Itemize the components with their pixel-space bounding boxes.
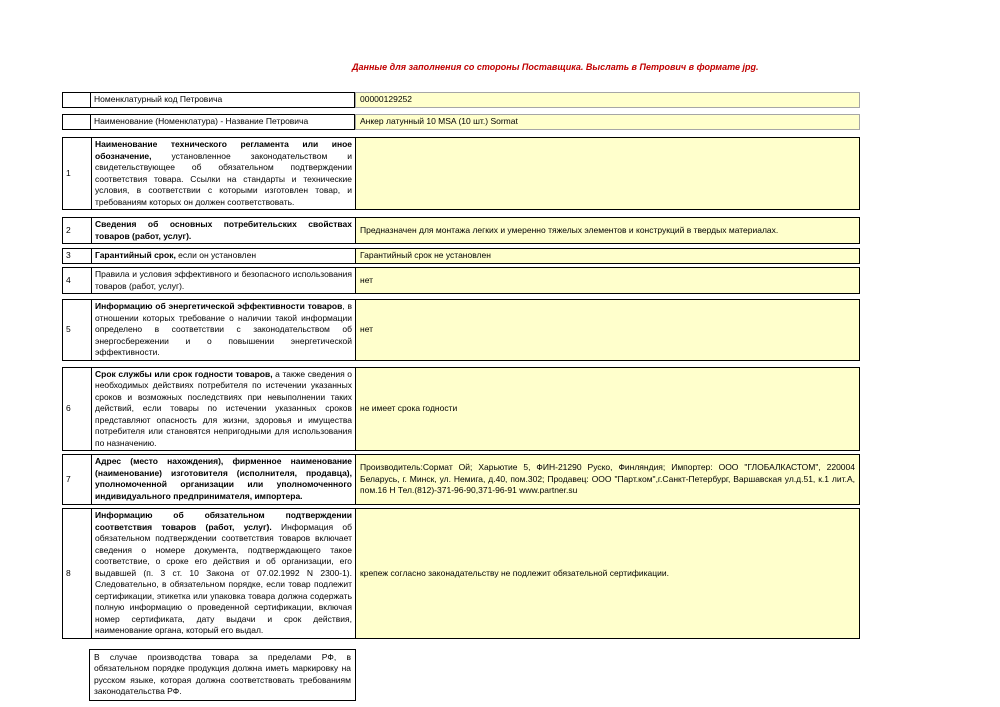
table-row-nomenclature-name: [62, 114, 860, 130]
row-value-field[interactable]: [356, 249, 859, 263]
supplier-instruction-note: Данные для заполнения со стороны Поставщика. Выслать в Петрович в формате jpg.: [352, 62, 759, 72]
row-label: [92, 249, 356, 263]
row-number: 1: [63, 138, 92, 209]
row-label-bold: Адрес (место нахождения), фирменное наименование (наименование) изготовителя (исполнителя, продавца), уполномоченной организации или уполномоченного индивидуального предпринимателя, импортера.: [95, 456, 352, 501]
rf-marking-requirement-note: В случае производства товара за пределами РФ, в обязательном порядке продукция должна иметь маркировку на русском языке, которая должна соответствовать требованиям законодательства РФ.: [89, 649, 356, 701]
row-value-field[interactable]: [356, 509, 859, 638]
row-label-rest: , в отношении которых требование о наличии такой информации определено в соответствии с законодательством об энергосбережении и о повышении энергетической эффективности.: [95, 301, 352, 357]
row-value-field[interactable]: [356, 138, 859, 209]
row-value-field[interactable]: [356, 300, 859, 360]
row-label: [92, 455, 356, 504]
row-value-text: не имеет срока годности: [360, 403, 458, 413]
row-label-box: [62, 114, 355, 130]
row-label: [92, 368, 356, 451]
row-label-rest: если он установлен: [175, 250, 257, 260]
row-value-field[interactable]: [356, 455, 859, 504]
row-value-text: нет: [360, 324, 374, 334]
row-number: 8: [63, 509, 92, 638]
row-label-bold: Сведения об основных потребительских свойствах товаров (работ, услуг).: [95, 219, 352, 241]
table-row-4: [62, 267, 860, 294]
row-label-bold: Срок службы или срок годности товаров,: [95, 368, 273, 379]
row-label-rest: Правила и условия эффективного и безопасного использования товаров (работ, услуг).: [95, 269, 352, 291]
row-number: 2: [63, 218, 92, 243]
row-label-rest: Информация об обязательном подтверждении соответствия товаров включает сведения о номере документа, подтверждающего такое соответствие, о сроке его действия и об организации, его выдавшей (п. 3 ст. 10 Закона от 07.02.1992 N 2300-1). Следовательно, в обязательном порядке, если товар подлежит сертификации, этикетка или упаковка товара должна содержать полную информацию о проведенной сертификации, включая номер сертификата, дату выдачи и срок действия, наименование органа, который его выдал.: [95, 521, 352, 635]
nomenclature-name-field[interactable]: Анкер латунный 10 MSA (10 шт.) Sormat: [355, 114, 860, 130]
row-label: [92, 300, 356, 360]
row-value-text: Предназначен для монтажа легких и умеренно тяжелых элементов и конструкций в твердых материалах.: [360, 224, 779, 235]
row-label: Наименование (Номенклатура) - Название Петровича: [94, 116, 309, 127]
nomenclature-code-field[interactable]: 00000129252: [355, 92, 860, 108]
row-label: Номенклатурный код Петровича: [94, 94, 223, 105]
row-number: 5: [63, 300, 92, 360]
row-value-field[interactable]: [356, 218, 859, 243]
row-number: 7: [63, 455, 92, 504]
row-number: 6: [63, 368, 92, 451]
row-label-bold: Гарантийный срок,: [95, 250, 176, 260]
table-row-nomenclature-code: [62, 92, 860, 108]
row-label-rest: установленное законодательством и свидетельствующее об обязательном подтверждении соответствия товара. Ссылки на стандарты и технические условия, в соответствии с которыми изготовлен товар, и требованиям которых он должен соответствовать.: [95, 150, 352, 207]
row-value-field[interactable]: [356, 268, 859, 293]
table-row-6: [62, 367, 860, 452]
row-number: 3: [63, 249, 92, 263]
table-row-5: [62, 299, 860, 361]
row-value-text: нет: [360, 274, 374, 285]
row-label: [92, 138, 356, 209]
row-label: [92, 218, 356, 243]
row-label: [92, 509, 356, 638]
row-value-text: крепеж согласно законадательству не подлежит обязательной сертификации.: [360, 567, 670, 578]
row-label-box: [62, 92, 355, 108]
row-number-cell-empty: [63, 115, 91, 129]
row-label-bold: Информацию об энергетической эффективности товаров: [95, 301, 343, 311]
table-row-8: [62, 508, 860, 639]
row-value-text: Гарантийный срок не установлен: [360, 250, 491, 261]
row-number: 4: [63, 268, 92, 293]
row-value-text: Производитель:Сормат Ой; Харьютие 5, ФИН-21290 Руско, Финляндия; Импортер: ООО "ГЛОБАЛКАСТОМ", 220004 Беларусь, г. Минск, ул. Немига, д.40, пом.302; Продавец: ООО "Парт.ком",г.Санкт-Петербург, Варшавская ул.д.51, к.1 лит.А, пом.16 Н Тел.(812)-371-96-90,371-96-91 www.partner.su: [360, 462, 855, 496]
row-label-rest: а также сведения о необходимых действиях потребителя по истечении указанных сроков и возможных последствиях при невыполнении таких действий, если товары по истечении указанных сроков представляют опасность для жизни, здоровья и имущества потребителя или становятся непригодными для использования по назначению.: [95, 368, 352, 448]
table-row-3: [62, 248, 860, 264]
product-info-table: [62, 92, 860, 701]
row-label-bold: Наименование технического регламента или иное обозначение,: [95, 139, 352, 161]
row-label-bold: Информацию об обязательном подтверждении соответствия товаров (работ, услуг).: [95, 510, 352, 532]
table-row-7: [62, 454, 860, 505]
row-label: [92, 268, 356, 293]
row-value-field[interactable]: [356, 368, 859, 451]
row-number-cell-empty: [63, 93, 91, 107]
table-row-2: [62, 217, 860, 244]
table-row-1: [62, 137, 860, 210]
